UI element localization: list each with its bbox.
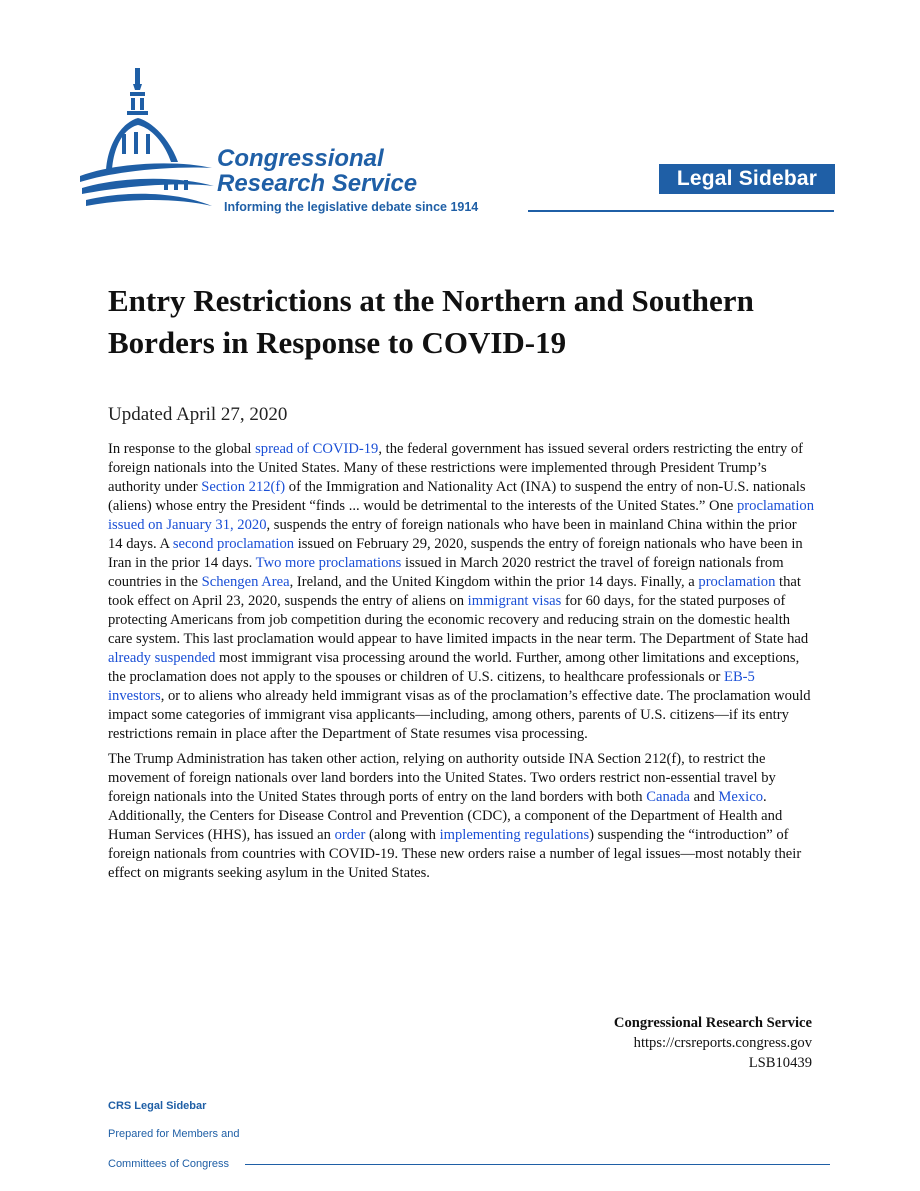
paragraph-text: ) suspending the “introduction” of foreign nationals from countries with COVID-19. These new orders raise a number of legal issues—most notably their effect on migrants seeking asylum in the United States. [108,827,802,881]
inline-link[interactable]: second proclamation [172,536,295,552]
signature-org: Congressional Research Service [613,1015,812,1031]
inline-link[interactable]: implementing regulations [439,827,590,843]
inline-link[interactable]: proclamation [698,574,776,590]
paragraph-text: issued in March 2020 restrict the travel of foreign nationals from countries in the [108,555,784,590]
footer-title: CRS Legal Sidebar [108,1100,207,1112]
footer-divider [245,1164,830,1165]
inline-link[interactable]: Schengen Area [201,574,290,590]
document-title: Entry Restrictions at the Northern and Southern Borders in Response to COVID-19 [108,283,754,360]
inline-link[interactable]: EB-5 investors [108,669,755,704]
paragraph-text: of the Immigration and Nationality Act (INA) to suspend the entry of non-U.S. nationals (aliens) whose entry the President “finds ... would be detrimental to the interests of the United States.” One [108,479,806,514]
paragraph-text: and [690,789,719,805]
inline-link[interactable]: Two more proclamations [255,555,402,571]
paragraph-text: , or to aliens who already held immigrant visas as of the proclamation’s effective date. The proclamation would impact some categories of immigrant visa applicants—including, among others, parents of U.S. citizens—if its entry restrictions remain in place after the Department of State resumes visa processing. [108,688,811,742]
paragraph-text: most immigrant visa processing around the world. Further, among other limitations and exceptions, the proclamation does not apply to the spouses or children of U.S. citizens, to healthcare professionals or [108,650,800,685]
paragraph-text: , suspends the entry of foreign nationals who have been in mainland China within the prior 14 days. A [108,517,797,552]
inline-link[interactable]: order [334,827,366,843]
paragraph-text: that took effect on April 23, 2020, suspends the entry of aliens on [108,574,801,609]
paragraph-text: for 60 days, for the stated purposes of protecting Americans from job competition during the economic recovery and reducing strain on the domestic health care system. This last proclamation would appear to have limited impacts in the near term. The Department of State had [108,593,809,647]
signature-code: LSB10439 [748,1055,812,1071]
inline-link[interactable]: already suspended [108,650,216,666]
footer-line1: Prepared for Members and [108,1128,240,1140]
paragraph-text: The Trump Administration has taken other action, relying on authority outside INA Section 212(f), to restrict the movement of foreign nationals over land borders into the United States. Two orders restrict non-essential travel by foreign nationals into the United States through ports of entry on the land borders with both [108,751,776,805]
inline-link[interactable]: spread of COVID-19 [255,441,379,457]
inline-link[interactable]: proclamation issued on January 31, 2020 [108,498,814,533]
inline-link[interactable]: immigrant visas [467,593,562,609]
paragraph-text: , Ireland, and the United Kingdom within the prior 14 days. Finally, a [289,574,699,590]
capitol-dome-icon [78,62,218,217]
signature-url: https://crsreports.congress.gov [633,1035,812,1051]
document-body [108,440,814,889]
crs-signature [614,1013,812,1073]
body-paragraph [108,750,814,883]
paragraph-text: issued on February 29, 2020, suspends the entry of foreign nationals who have been in Iran in the prior 14 days. [108,536,803,571]
paragraph-text: (along with [365,827,440,843]
header-divider [528,210,834,212]
body-paragraph [108,440,814,744]
paragraph-text: , the federal government has issued several orders restricting the entry of foreign nationals into the United States. Many of these restrictions were implemented through President Trump’s authority under [108,441,804,495]
org-name [217,146,417,196]
org-name-line1: Congressional [217,145,384,172]
org-tagline: Informing the legislative debate since 1914 [224,200,479,214]
inline-link[interactable]: Canada [646,789,691,805]
legal-sidebar-badge: Legal Sidebar [659,164,835,194]
paragraph-text: . Additionally, the Centers for Disease Control and Prevention (CDC), a component of the Department of Health and Human Services (HHS), has issued an [108,789,783,843]
org-name-line2: Research Service [217,170,418,197]
inline-link[interactable]: Section 212(f) [201,479,286,495]
paragraph-text: In response to the global [108,441,256,457]
footer-line2: Committees of Congress [108,1158,230,1170]
inline-link[interactable]: Mexico [718,789,763,805]
updated-date: Updated April 27, 2020 [108,404,288,425]
